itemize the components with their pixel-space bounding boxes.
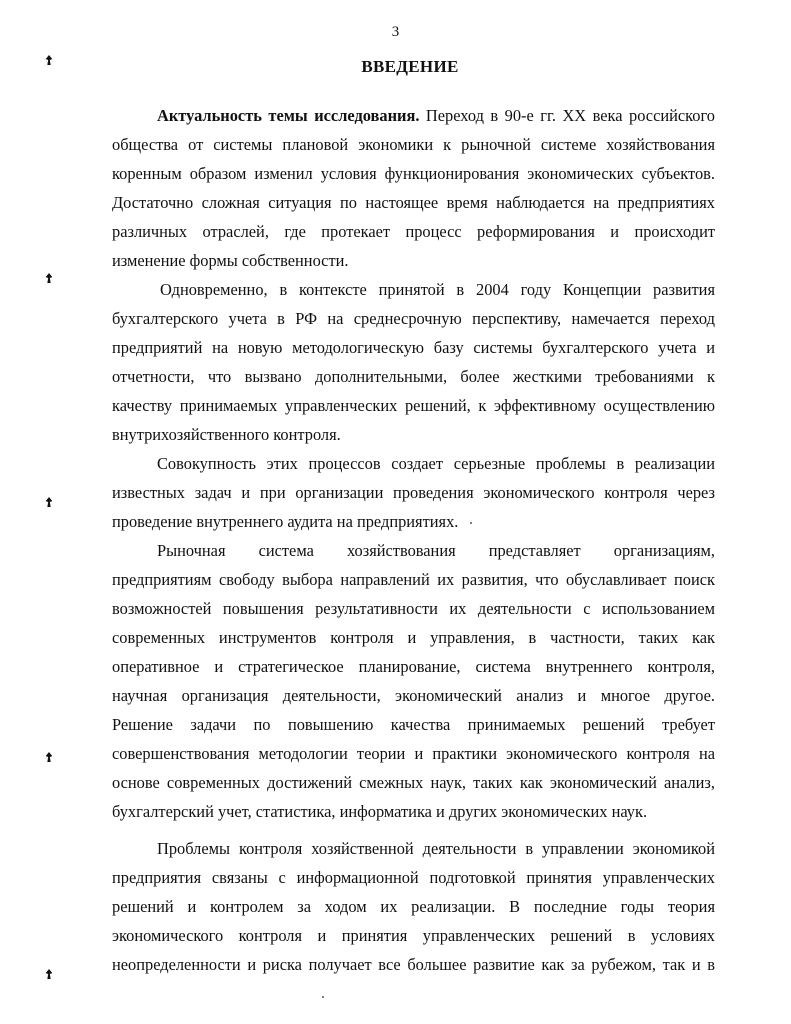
paragraph-4-line-1: Рыночная система хозяйствования представляет организациям, <box>157 541 715 560</box>
paragraph-2-line-4: отчетности, что вызвано дополнительными, более жесткими требованиями к <box>112 367 715 386</box>
paragraph-4-line-2: предприятиям свободу выбора направлений их развития, что обуславливает поиск <box>112 570 715 589</box>
punch-hole-mark <box>44 968 54 980</box>
punch-hole-mark <box>44 496 54 508</box>
paragraph-4-line-7: Решение задачи по повышению качества принимаемых решений требует <box>112 715 715 734</box>
paragraph-1-line-4: Достаточно сложная ситуация по настоящее время наблюдается на предприятиях <box>112 193 715 212</box>
punch-hole-mark <box>44 751 54 763</box>
paragraph-4-line-6: научная организация деятельности, экономический анализ и многое другое. <box>112 686 715 705</box>
paragraph-4-line-5: оперативное и стратегическое планирование, система внутреннего контроля, <box>112 657 715 676</box>
paragraph-4-line-9: основе современных достижений смежных наук, таких как экономический анализ, <box>112 773 715 792</box>
paragraph-1-line-2: общества от системы плановой экономики к рыночной системе хозяйствования <box>112 135 715 154</box>
paragraph-2-line-1: Одновременно, в контексте принятой в 2004 году Концепции развития <box>160 280 715 299</box>
paragraph-1-line-6: изменение формы собственности. <box>112 251 349 270</box>
punch-hole-mark <box>44 54 54 66</box>
paragraph-5-line-3: решений и контролем за ходом их реализации. В последние годы теория <box>112 897 715 916</box>
page-number: 3 <box>391 24 400 40</box>
paragraph-3-line-2: известных задач и при организации проведения экономического контроля через <box>112 483 715 502</box>
paragraph-2-line-6: внутрихозяйственного контроля. <box>112 425 341 444</box>
paragraph-1-line-3: коренным образом изменил условия функционирования экономических субъектов. <box>112 164 715 183</box>
paragraph-1-line-1-text: Переход в 90-е гг. XX века российского <box>419 106 716 125</box>
paragraph-5-line-4: экономического контроля и принятия управленческих решений в условиях <box>112 926 715 945</box>
paragraph-1-lead: Актуальность темы исследования. <box>157 106 420 125</box>
paragraph-1-line-1 <box>157 106 715 126</box>
paragraph-3-line-1: Совокупность этих процессов создает серьезные проблемы в реализации <box>157 454 715 473</box>
paragraph-4-line-8: совершенствования методологии теории и практики экономического контроля на <box>112 744 715 763</box>
punch-hole-mark <box>44 272 54 284</box>
scan-speck <box>322 996 324 998</box>
paragraph-5-line-5: неопределенности и риска получает все большее развитие как за рубежом, так и в <box>112 955 715 974</box>
paragraph-5-line-1: Проблемы контроля хозяйственной деятельности в управлении экономикой <box>157 839 715 858</box>
paragraph-4-line-4: современных инструментов контроля и управления, в частности, таких как <box>112 628 715 647</box>
paragraph-4-line-3: возможностей повышения результативности их деятельности с использованием <box>112 599 715 618</box>
paragraph-5-line-2: предприятия связаны с информационной подготовкой принятия управленческих <box>112 868 715 887</box>
paragraph-1-line-5: различных отраслей, где протекает процесс реформирования и происходит <box>112 222 715 241</box>
scan-speck <box>470 522 472 524</box>
paragraph-4-line-10: бухгалтерский учет, статистика, информатика и других экономических наук. <box>112 802 648 821</box>
paragraph-3-line-3: проведение внутреннего аудита на предприятиях. <box>112 512 459 531</box>
paragraph-2-line-2: бухгалтерского учета в РФ на среднесрочную перспективу, намечается переход <box>112 309 715 328</box>
paragraph-2-line-5: качеству принимаемых управленческих решений, к эффективному осуществлению <box>112 396 715 415</box>
section-title: ВВЕДЕНИЕ <box>361 57 459 76</box>
paragraph-2-line-3: предприятий на новую методологическую базу системы бухгалтерского учета и <box>112 338 715 357</box>
